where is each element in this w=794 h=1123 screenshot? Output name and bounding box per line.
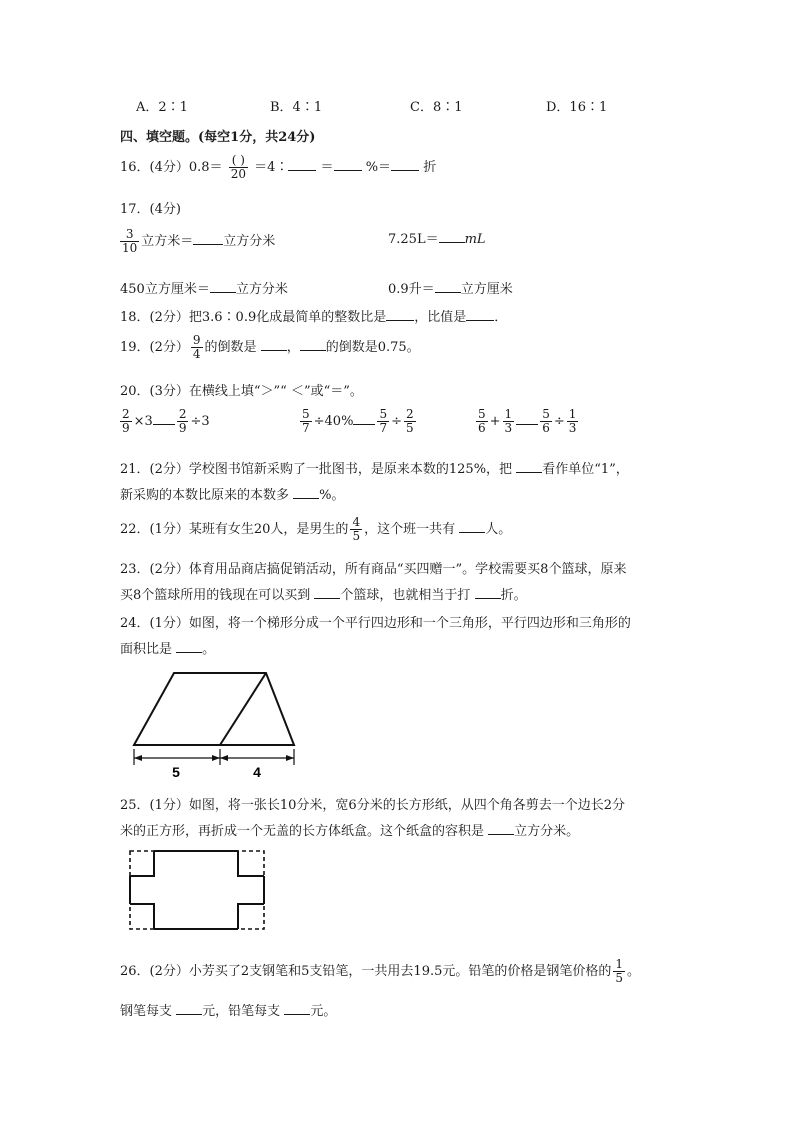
q17-b: 7.25L＝ mL <box>388 232 486 247</box>
q24-blank[interactable] <box>176 640 202 653</box>
q17-d-blank[interactable] <box>435 280 461 293</box>
trapezoid-figure <box>120 665 305 785</box>
q20-blank-3[interactable] <box>516 412 538 425</box>
question-26-line-1: 26．(2分）小芳买了2支钢笔和5支铅笔，一共用去19.5元。铅笔的价格是钢笔价格的 $\frac{1}{5}$ 。 <box>120 957 641 985</box>
q20-blank-1[interactable] <box>153 412 175 425</box>
q17-a-fraction: $\frac{3}{10}$ <box>122 227 138 255</box>
question-26-line-2: 钢笔每支 元，铅笔每支 元。 <box>120 1004 337 1019</box>
q21-blank-1[interactable] <box>516 460 542 473</box>
choice-b: B．4∶1 <box>270 100 323 115</box>
question-22: 22．(1分）某班有女生20人，是男生的 $\frac{4}{5}$ ，这个班一共有 人。 <box>120 515 512 543</box>
q16-blank-3[interactable] <box>391 158 419 171</box>
question-21-line-1: 21．(2分）学校图书馆新采购了一批图书，是原来本数的125%，把 看作单位“1”， <box>120 462 629 477</box>
q17-a: $\frac{3}{10}$ 立方米＝ 立方分米 <box>122 227 276 255</box>
question-16: 16．(4分）0.8＝ $\frac{( )}{20}$ ＝4∶ ＝ %＝ 折 <box>120 153 437 181</box>
question-21-line-2: 新采购的本数比原来的本数多 %。 <box>120 488 345 503</box>
q18-blank-2[interactable] <box>466 308 494 321</box>
section-title: 四、填空题。(每空1分，共24分) <box>120 130 316 145</box>
q26-blank-1[interactable] <box>176 1002 202 1015</box>
question-24-line-1: 24．(1分）如图，将一个梯形分成一个平行四边形和一个三角形，平行四边形和三角形的 <box>120 616 631 631</box>
q19-blank-2[interactable] <box>300 338 326 351</box>
question-19: 19．(2分） $\frac{9}{4}$ 的倒数是 ， 的倒数是0.75。 <box>120 333 420 361</box>
q16-blank-2[interactable] <box>334 158 362 171</box>
paper-box-figure <box>128 848 270 934</box>
q19-blank-1[interactable] <box>261 338 287 351</box>
q22-fraction: $\frac{4}{5}$ <box>352 515 361 543</box>
q17-b-blank[interactable] <box>439 230 465 243</box>
q21-blank-2[interactable] <box>293 486 319 499</box>
q17-a-blank[interactable] <box>193 232 223 245</box>
question-25-line-2: 米的正方形，再折成一个无盖的长方体纸盒。这个纸盒的容积是 立方分米。 <box>120 824 580 839</box>
q20-expr-3: $\frac{5}{6}$ + $\frac{1}{3}$ $\frac{5}{6}$ ÷ $\frac{1}{3}$ <box>478 407 577 435</box>
choice-d: D．16∶1 <box>546 100 608 115</box>
question-24-line-2: 面积比是 。 <box>120 642 216 657</box>
q16-fraction: $\frac{( )}{20}$ <box>230 153 246 181</box>
question-17-header: 17．(4分) <box>120 202 181 217</box>
q17-d: 0.9升＝ 立方厘米 <box>388 282 513 297</box>
q17-c: 450立方厘米＝ 立方分米 <box>120 282 288 297</box>
choice-a: A．2∶1 <box>136 100 188 115</box>
q18-blank-1[interactable] <box>386 308 414 321</box>
trapezoid-label-left: 5 <box>172 764 180 780</box>
q16-prefix: 16．(4分）0.8＝ <box>120 160 223 175</box>
q17-c-blank[interactable] <box>210 280 236 293</box>
q20-expr-2: $\frac{5}{7}$ ÷40% $\frac{5}{7}$ ÷ $\frac{2}{5}$ <box>302 407 414 435</box>
question-23-line-1: 23．(2分）体育用品商店搞促销活动，所有商品“买四赠一”。学校需要买8个篮球，原来 <box>120 562 627 577</box>
q23-blank-1[interactable] <box>314 586 340 599</box>
choice-c: C．8∶1 <box>410 100 463 115</box>
trapezoid-label-right: 4 <box>253 764 261 780</box>
question-23-line-2: 买8个篮球所用的钱现在可以买到 个篮球，也就相当于打 折。 <box>120 588 527 603</box>
question-20: 20．(3分）在横线上填“＞”“ ＜”或“＝”。 <box>120 384 363 399</box>
q19-fraction: $\frac{9}{4}$ <box>192 333 201 361</box>
q20-blank-2[interactable] <box>353 412 375 425</box>
q20-expr-1: $\frac{2}{9}$ ×3 $\frac{2}{9}$ ÷3 <box>122 407 210 435</box>
q22-blank[interactable] <box>459 520 485 533</box>
q26-blank-2[interactable] <box>284 1002 310 1015</box>
q26-fraction: $\frac{1}{5}$ <box>615 957 624 985</box>
q23-blank-2[interactable] <box>475 586 501 599</box>
q25-blank[interactable] <box>488 822 514 835</box>
question-25-line-1: 25．(1分）如图，将一张长10分米，宽6分米的长方形纸，从四个角各剪去一个边长2分 <box>120 798 625 813</box>
question-18: 18．(2分）把3.6∶0.9化成最简单的整数比是 ，比值是 ． <box>120 310 508 325</box>
q16-blank-1[interactable] <box>288 158 316 171</box>
